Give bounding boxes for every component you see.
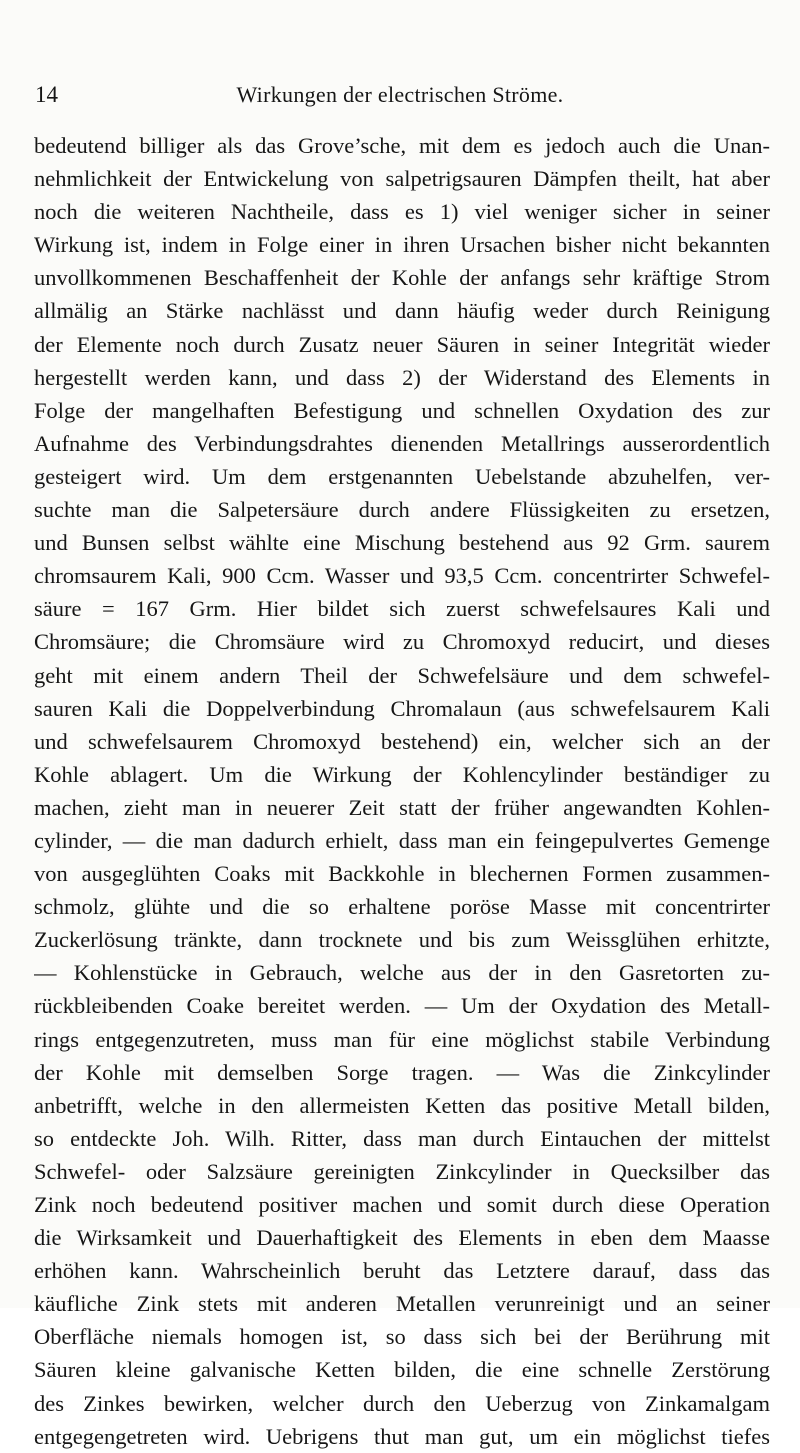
text-line: der Elemente noch durch Zusatz neuer Säuren in seiner Integrität wieder xyxy=(34,331,770,357)
text-line: Chromsäure; die Chromsäure wird zu Chromoxyd reducirt, und dieses xyxy=(34,629,770,655)
text-line: hergestellt werden kann, und dass 2) der Widerstand des Elements in xyxy=(34,364,770,390)
running-head: Wirkungen der electrischen Ströme. xyxy=(236,82,564,107)
text-line: entgegengetreten wird. Uebrigens thut man gut, um ein möglichst tiefes xyxy=(34,1423,770,1449)
text-line: schmolz, glühte und die so erhaltene poröse Masse mit concentrirter xyxy=(34,894,770,920)
text-line: und Bunsen selbst wählte eine Mischung bestehend aus 92 Grm. saurem xyxy=(34,530,770,556)
text-line: säure = 167 Grm. Hier bildet sich zuerst schwefelsaures Kali und xyxy=(34,596,770,622)
text-line: anbetrifft, welche in den allermeisten Ketten das positive Metall bilden, xyxy=(34,1092,770,1118)
text-line: Aufnahme des Verbindungsdrahtes dienenden Metallrings ausserordentlich xyxy=(34,430,770,456)
text-line: käufliche Zink stets mit anderen Metallen verunreinigt und an seiner xyxy=(34,1291,770,1317)
body-paragraph xyxy=(34,129,770,1453)
text-line: Oberfläche niemals homogen ist, so dass sich bei der Berührung mit xyxy=(34,1324,770,1350)
text-line: noch die weiteren Nachtheile, dass es 1) viel weniger sicher in seiner xyxy=(34,199,770,225)
text-line: suchte man die Salpetersäure durch andere Flüssigkeiten zu ersetzen, xyxy=(34,497,770,523)
text-line: allmälig an Stärke nachlässt und dann häufig weder durch Reinigung xyxy=(34,298,770,324)
text-line: unvollkommenen Beschaffenheit der Kohle der anfangs sehr kräftige Strom xyxy=(34,265,770,291)
text-line: Wirkung ist, indem in Folge einer in ihren Ursachen bisher nicht bekannten xyxy=(34,232,770,258)
text-line: der Kohle mit demselben Sorge tragen. — Was die Zinkcylinder xyxy=(34,1059,770,1085)
text-line: so entdeckte Joh. Wilh. Ritter, dass man durch Eintauchen der mittelst xyxy=(34,1125,770,1151)
text-line: bedeutend billiger als das Grove’sche, mit dem es jedoch auch die Unan- xyxy=(34,133,770,158)
text-line: Säuren kleine galvanische Ketten bilden, die eine schnelle Zerstörung xyxy=(34,1357,770,1383)
page-header xyxy=(35,81,765,109)
text-line: des Zinkes bewirken, welcher durch den Ueberzug von Zinkamalgam xyxy=(34,1390,770,1416)
text-line: sauren Kali die Doppelverbindung Chromalaun (aus schwefelsaurem Kali xyxy=(34,695,770,721)
text-line: rückbleibenden Coake bereitet werden. — Um der Oxydation des Metall- xyxy=(34,993,770,1019)
text-line: gesteigert wird. Um dem erstgenannten Uebelstande abzuhelfen, ver- xyxy=(34,463,770,489)
text-line: — Kohlenstücke in Gebrauch, welche aus der in den Gasretorten zu- xyxy=(34,960,770,986)
text-line: erhöhen kann. Wahrscheinlich beruht das Letztere darauf, dass das xyxy=(34,1258,770,1284)
page-number: 14 xyxy=(35,82,58,107)
text-line: cylinder, — die man dadurch erhielt, dass man ein feingepulvertes Gemenge xyxy=(34,827,770,853)
text-line: Schwefel- oder Salzsäure gereinigten Zinkcylinder in Quecksilber das xyxy=(34,1158,770,1184)
text-line: Zink noch bedeutend positiver machen und somit durch diese Operation xyxy=(34,1192,770,1217)
text-line: Zuckerlösung tränkte, dann trocknete und bis zum Weissglühen erhitzte, xyxy=(34,927,770,953)
text-line: und schwefelsaurem Chromoxyd bestehend) ein, welcher sich an der xyxy=(34,728,770,754)
text-line: Kohle ablagert. Um die Wirkung der Kohlencylinder beständiger zu xyxy=(34,761,770,787)
text-line: geht mit einem andern Theil der Schwefelsäure und dem schwefel- xyxy=(34,662,770,688)
text-line: rings entgegenzutreten, muss man für eine möglichst stabile Verbindung xyxy=(34,1026,770,1052)
text-line: von ausgeglühten Coaks mit Backkohle in blechernen Formen zusammen- xyxy=(34,861,770,887)
text-line: die Wirksamkeit und Dauerhaftigkeit des Elements in eben dem Maasse xyxy=(34,1225,770,1251)
text-line: machen, zieht man in neuerer Zeit statt der früher angewandten Kohlen- xyxy=(34,794,770,820)
text-line: Folge der mangelhaften Befestigung und schnellen Oxydation des zur xyxy=(34,397,770,423)
text-line: chromsaurem Kali, 900 Ccm. Wasser und 93,5 Ccm. concentrirter Schwefel- xyxy=(34,563,770,589)
text-line: nehmlichkeit der Entwickelung von salpetrigsauren Dämpfen theilt, hat aber xyxy=(34,166,770,192)
